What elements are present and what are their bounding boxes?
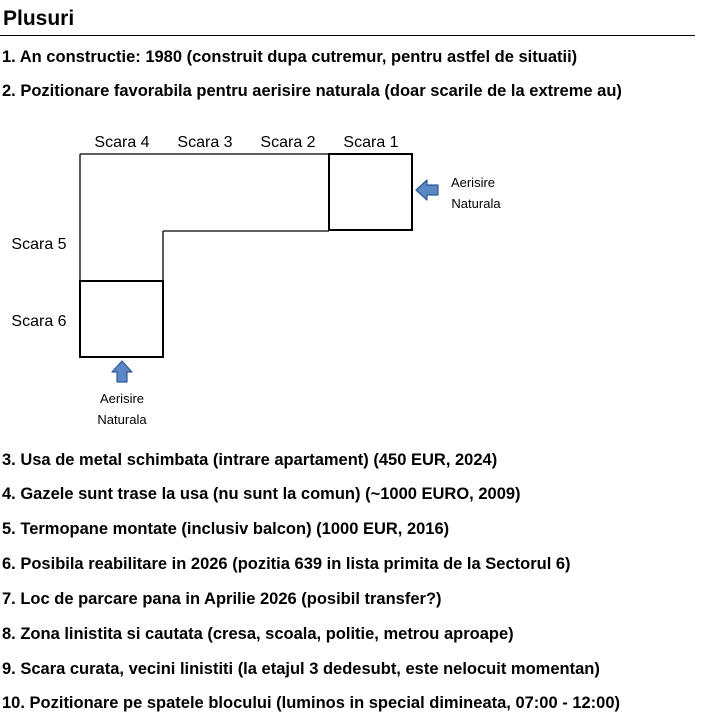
list-item-3: 3. Usa de metal schimbata (intrare apartament) (450 EUR, 2024) — [2, 451, 498, 469]
list-item-6: 6. Posibila reabilitare in 2026 (pozitia 639 in lista primita de la Sectorul 6) — [2, 555, 571, 573]
scara2-label: Scara 2 — [260, 134, 316, 151]
scara6-label: Scara 6 — [11, 313, 67, 330]
arrow-left-icon — [416, 180, 438, 200]
building-outline — [80, 154, 329, 281]
scara6-box — [80, 281, 163, 357]
list-item-10: 10. Pozitionare pe spatele blocului (luminos in special dimineata, 07:00 - 12:00) — [2, 694, 621, 712]
ventilation-right-line2: Naturala — [451, 196, 501, 211]
ventilation-bottom-line1: Aerisire — [99, 391, 145, 406]
arrow-up-icon — [112, 361, 132, 382]
list-item-1: 1. An constructie: 1980 (construit dupa cutremur, pentru astfel de situatii) — [2, 48, 578, 66]
list-item-7: 7. Loc de parcare pana in Aprilie 2026 (posibil transfer?) — [2, 590, 442, 608]
list-item-4: 4. Gazele sunt trase la usa (nu sunt la comun) (~1000 EURO, 2009) — [2, 485, 521, 503]
list-item-8: 8. Zona linistita si cautata (cresa, scoala, politie, metrou aproape) — [2, 625, 514, 643]
ventilation-bottom-line2: Naturala — [97, 412, 147, 427]
page-title: Plusuri — [3, 7, 75, 30]
scara3-label: Scara 3 — [177, 134, 233, 151]
scara5-label: Scara 5 — [11, 236, 67, 253]
scara4-label: Scara 4 — [94, 134, 150, 151]
list-item-9: 9. Scara curata, vecini linistiti (la etajul 3 dedesubt, este nelocuit momentan) — [2, 660, 600, 678]
ventilation-right-line1: Aerisire — [450, 175, 496, 190]
list-item-5: 5. Termopane montate (inclusiv balcon) (1000 EUR, 2016) — [2, 520, 450, 538]
list-item-2: 2. Pozitionare favorabila pentru aerisire naturala (doar scarile de la extreme au) — [2, 82, 622, 100]
scara1-box — [329, 154, 412, 230]
scara1-label: Scara 1 — [343, 134, 399, 151]
